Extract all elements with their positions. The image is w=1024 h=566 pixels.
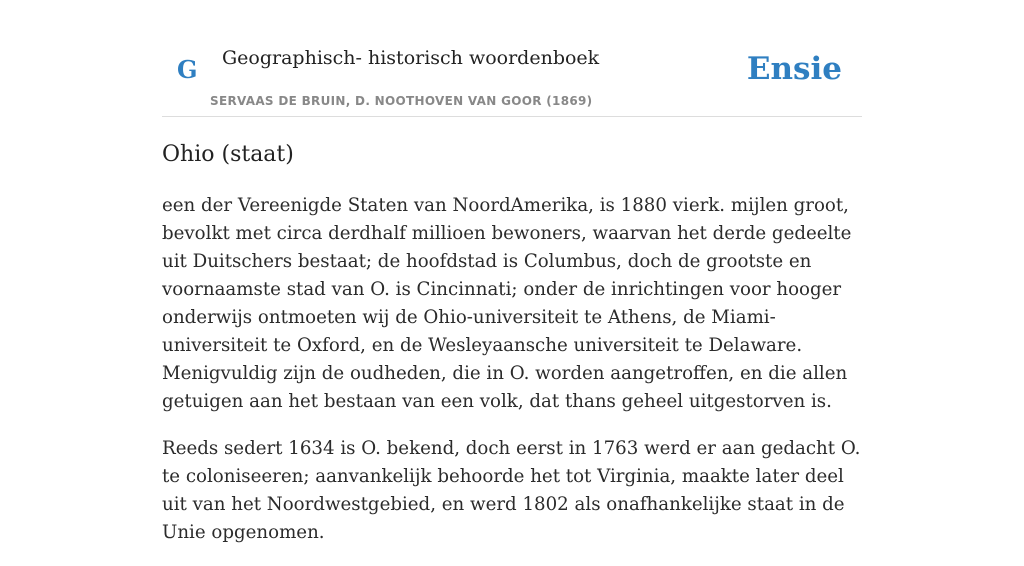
- book-authors: SERVAAS DE BRUIN, D. NOOTHOVEN VAN GOOR (1869): [210, 94, 593, 108]
- ensie-logo-link[interactable]: Ensie: [746, 51, 842, 87]
- book-title[interactable]: Geographisch- historisch woordenboek: [222, 47, 600, 69]
- entry-content: [162, 192, 862, 566]
- entry-paragraph: Reeds sedert 1634 is O. bekend, doch eerst in 1763 werd er aan gedacht O. te coloniseeren; aanvankelijk behoorde het tot Virginia, maakte later deel uit van het Noordwestgebied, en werd 1802 als onafhankelijke staat in de Unie opgenomen.: [162, 438, 861, 543]
- entry-title: Ohio (staat): [162, 142, 294, 167]
- entry-paragraph: een der Vereenigde Staten van NoordAmerika, is 1880 vierk. mijlen groot, bevolkt met circa derdhalf millioen bewoners, waarvan het derde gedeelte uit Duitschers bestaat; de hoofdstad is Columbus, doch de grootste en voornaamste stad van O. is Cincinnati; onder de inrichtingen voor hooger onderwijs ontmoeten wij de Ohio-universiteit te Athens, de Miami-universiteit te Oxford, en de Wesleyaansche universiteit te Delaware. Menigvuldig zijn de oudheden, die in O. worden aangetroffen, en die allen getuigen aan het bestaan van een volk, dat thans geheel uitgestorven is.: [162, 195, 852, 412]
- book-logo-icon[interactable]: G: [177, 55, 198, 84]
- book-header: [162, 0, 862, 117]
